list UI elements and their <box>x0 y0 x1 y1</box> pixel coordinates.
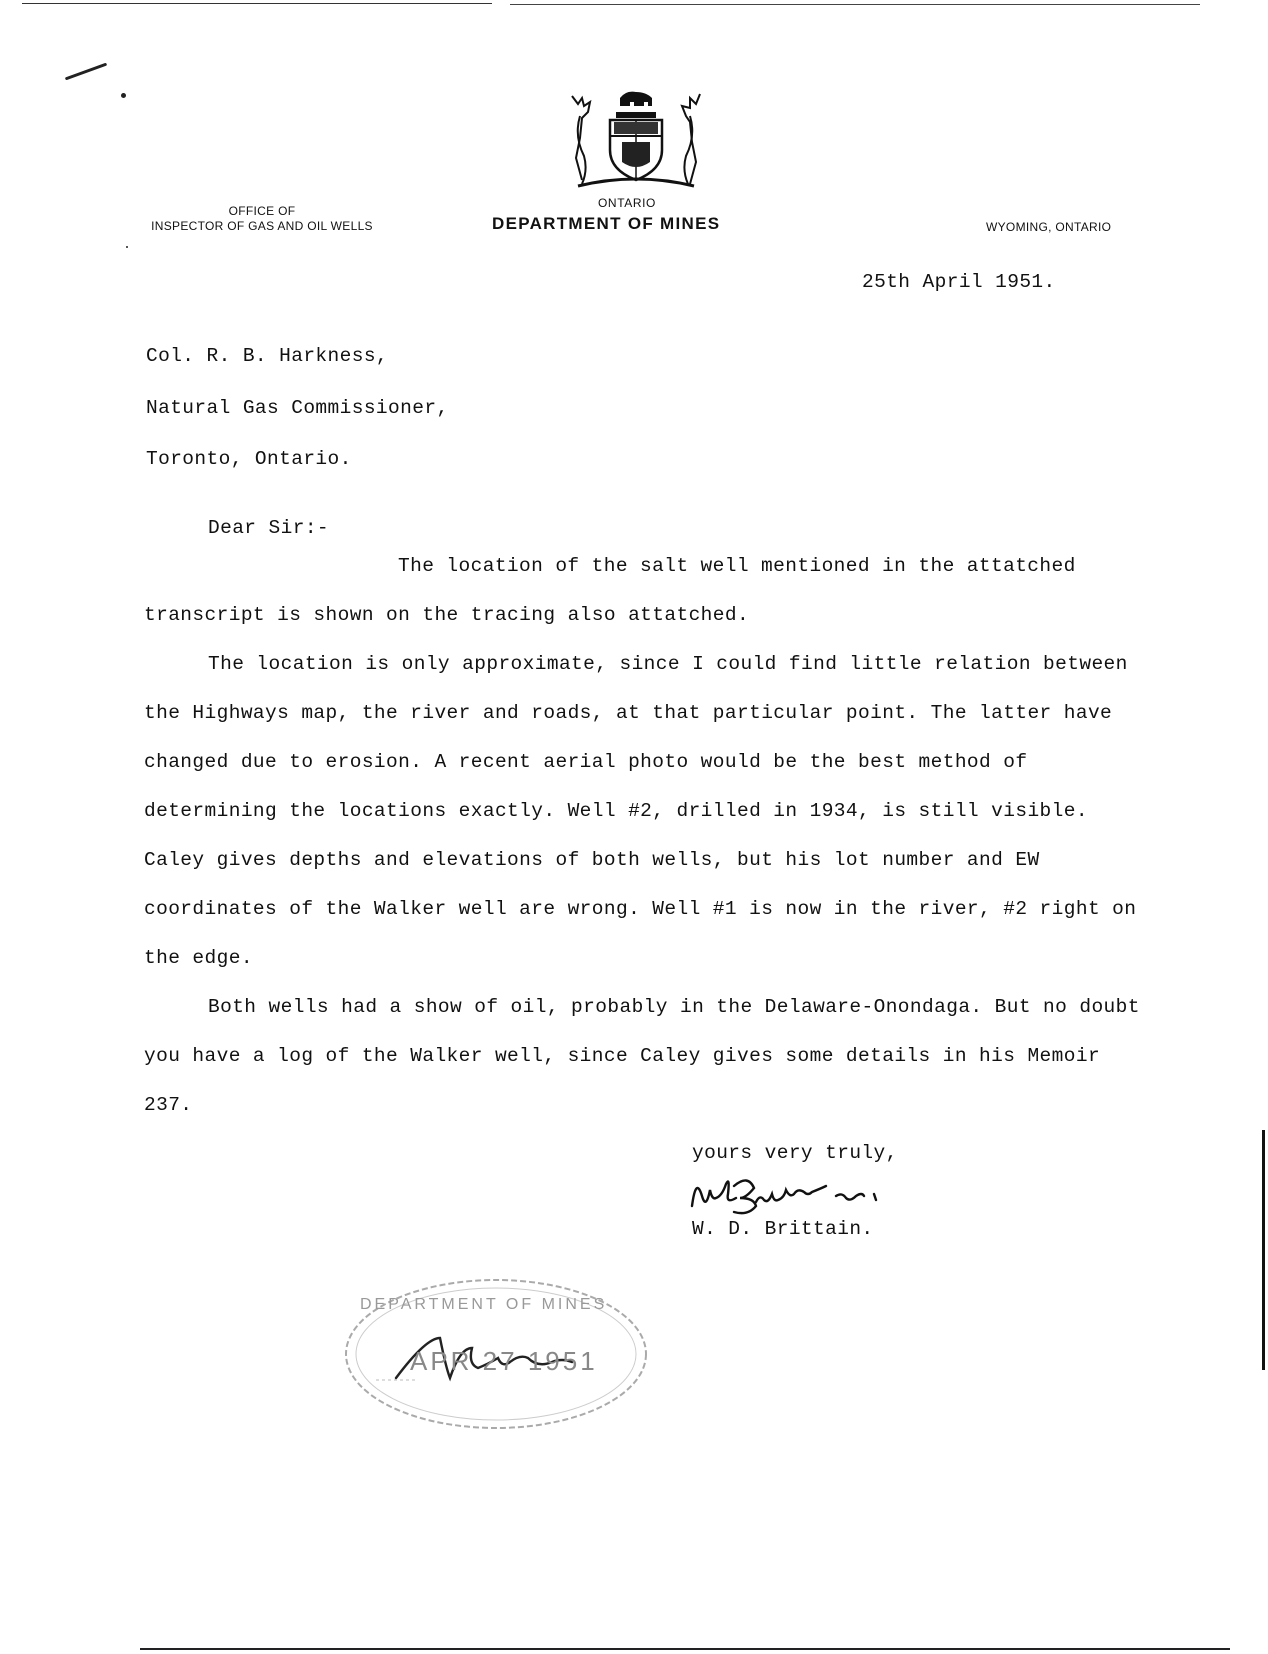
ontario-coat-of-arms-icon <box>562 86 710 196</box>
closing: yours very truly, <box>692 1142 898 1164</box>
scan-top-edge <box>22 3 492 4</box>
letter-date: 25th April 1951. <box>862 271 1056 293</box>
department-heading: DEPARTMENT OF MINES <box>492 214 721 233</box>
office-line-2: INSPECTOR OF GAS AND OIL WELLS <box>151 219 373 233</box>
scan-top-edge-right <box>510 4 1200 5</box>
paragraph-2: The location is only approximate, since I could find little relation between the Highways map, the river and roads, at that particular point. The latter have changed due to erosion. A recent aerial photo would be the best method of determining the locations exactly. Well #2, drilled in 1934, is still visible. Caley gives depths and elevations of both wells, but his lot number and EW coordinates of the Walker well are wrong. Well #1 is now in the river, #2 right on the edge. <box>144 653 1137 969</box>
handwritten-signature <box>686 1166 946 1222</box>
stamp-org: DEPARTMENT OF MINES <box>360 1296 608 1313</box>
stamp-date: APR 27 1951 <box>410 1346 598 1376</box>
letter-body <box>144 542 1144 1130</box>
scan-right-edge <box>1262 1130 1265 1370</box>
paragraph-1: The location of the salt well mentioned in the attatched transcript is shown on the tracing also attatched. <box>144 555 1076 626</box>
office-heading <box>144 204 380 234</box>
scan-mark <box>65 63 107 81</box>
recipient-city: Toronto, Ontario. <box>146 448 352 470</box>
salutation: Dear Sir:- <box>208 517 330 539</box>
signer-name: W. D. Brittain. <box>692 1218 874 1240</box>
scan-speck <box>121 93 126 98</box>
recipient-title: Natural Gas Commissioner, <box>146 397 449 419</box>
recipient-name: Col. R. B. Harkness, <box>146 345 389 367</box>
scan-bottom-edge <box>140 1648 1230 1650</box>
province-heading: ONTARIO <box>598 196 656 210</box>
location-heading: WYOMING, ONTARIO <box>986 220 1112 234</box>
office-line-1: OFFICE OF <box>228 204 296 218</box>
paragraph-3: Both wells had a show of oil, probably in the Delaware-Onondaga. But no doubt you have a log of the Walker well, since Caley gives some details in his Memoir 237. <box>144 996 1140 1116</box>
scan-speck <box>126 246 128 248</box>
